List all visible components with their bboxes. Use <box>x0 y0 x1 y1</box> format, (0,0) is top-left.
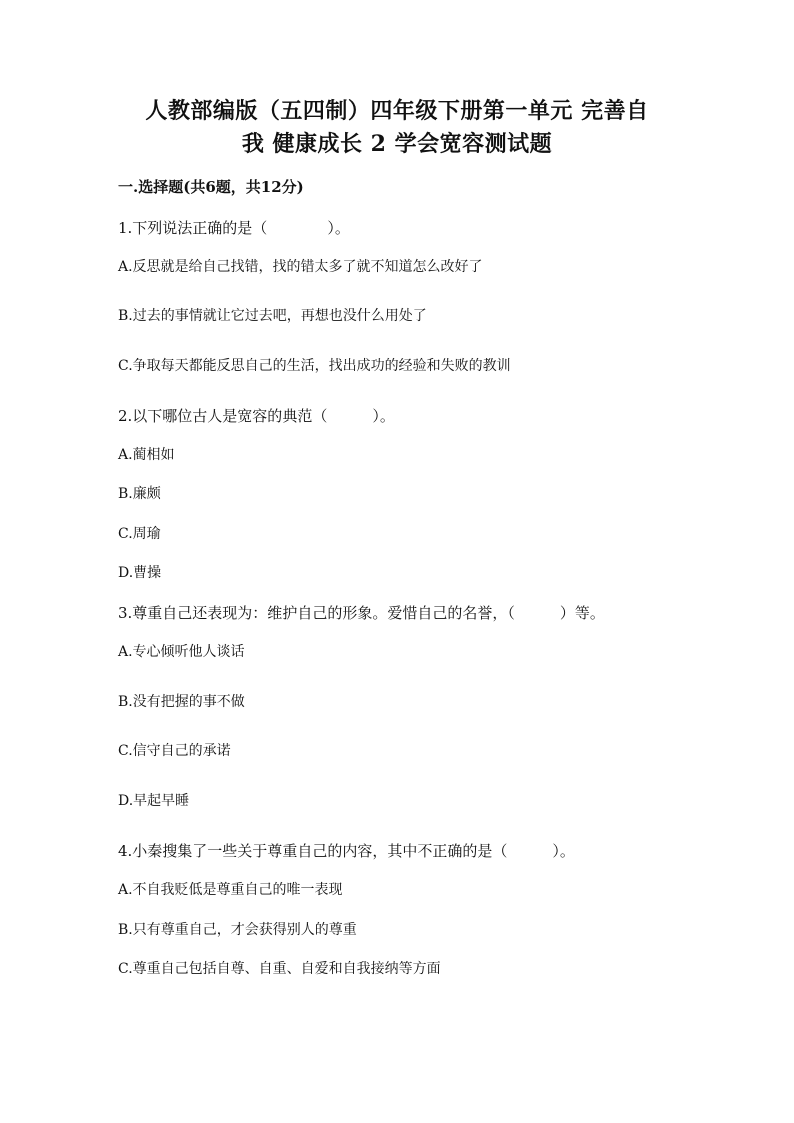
question-1-stem: 1.下列说法正确的是（ ）。 <box>118 219 350 237</box>
question-3-option-d: D.早起早睡 <box>118 793 190 809</box>
section-heading: 一.选择题(共6题，共12分) <box>118 178 304 196</box>
question-4-option-a: A.不自我贬低是尊重自己的唯一表现 <box>118 882 343 898</box>
question-1-option-a: A.反思就是给自己找错，找的错太多了就不知道怎么改好了 <box>118 259 483 275</box>
question-2-option-b: B.廉颇 <box>118 486 161 502</box>
question-2-stem: 2.以下哪位古人是宽容的典范（ ）。 <box>118 407 395 425</box>
question-1-option-c: C.争取每天都能反思自己的生活，找出成功的经验和失败的教训 <box>118 358 511 374</box>
question-3-option-c: C.信守自己的承诺 <box>118 743 231 759</box>
question-2-option-a: A.蔺相如 <box>118 447 175 463</box>
question-2-option-d: D.曹操 <box>118 565 162 581</box>
question-4-stem: 4.小秦搜集了一些关于尊重自己的内容，其中不正确的是（ ）。 <box>118 842 575 860</box>
question-2-option-c: C.周瑜 <box>118 526 161 542</box>
question-4-option-b: B.只有尊重自己，才会获得别人的尊重 <box>118 922 357 938</box>
document-title-line-1: 人教部编版（五四制）四年级下册第一单元 完善自 <box>145 98 649 124</box>
question-3-option-b: B.没有把握的事不做 <box>118 694 245 710</box>
question-3-option-a: A.专心倾听他人谈话 <box>118 644 245 660</box>
document-title-line-2: 我 健康成长 2 学会宽容测试题 <box>241 131 553 157</box>
question-3-stem: 3.尊重自己还表现为：维护自己的形象。爱惜自己的名誉，（ ）等。 <box>118 604 605 622</box>
question-1-option-b: B.过去的事情就让它过去吧，再想也没什么用处了 <box>118 308 427 324</box>
question-4-option-c: C.尊重自己包括自尊、自重、自爱和自我接纳等方面 <box>118 961 441 977</box>
